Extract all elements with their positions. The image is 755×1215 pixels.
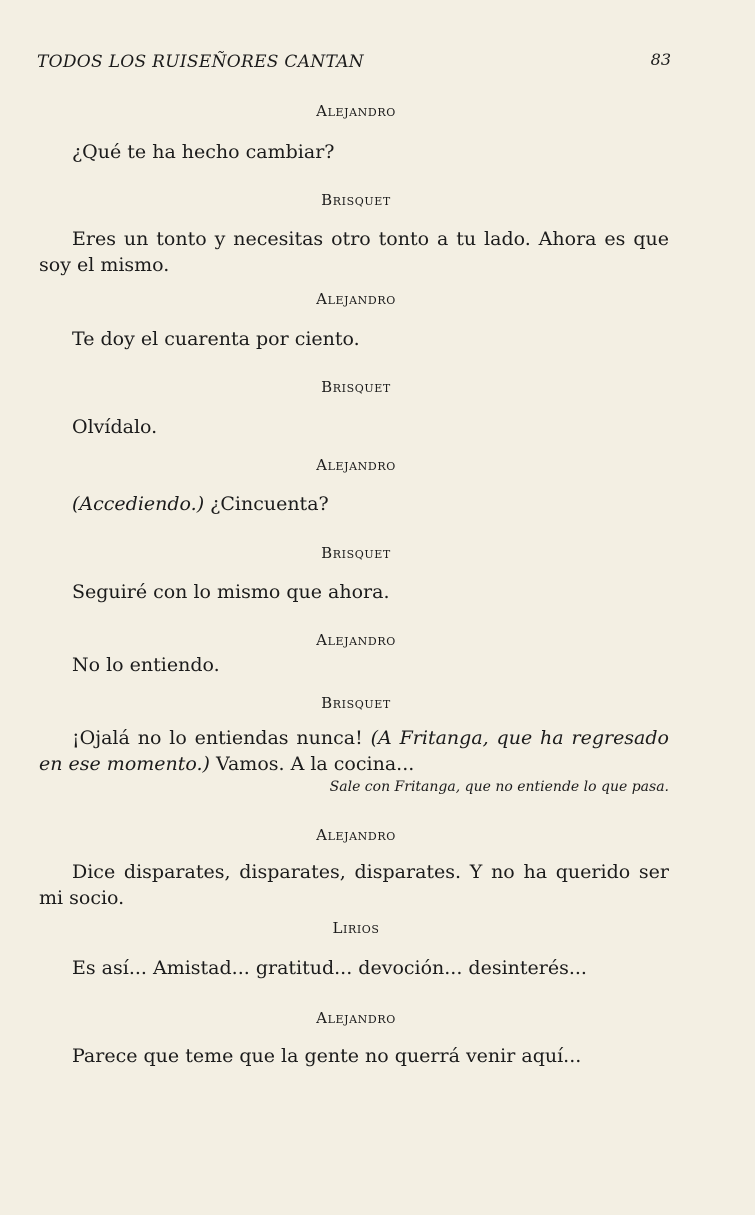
speaker-name: Alejandro <box>316 826 396 844</box>
speaker-name: Brisquet <box>321 378 391 396</box>
dialogue-text: ¡Ojalá no lo entiendas nunca! <box>72 727 363 749</box>
dialogue-line: ¿Qué te ha hecho cambiar? <box>72 141 335 163</box>
page-number: 83 <box>650 50 671 69</box>
dialogue-line: Dice disparates, disparates, disparates. Y no ha querido ser mi socio. <box>39 861 669 909</box>
dialogue-text: Vamos. A la cocina... <box>216 753 415 775</box>
dialogue-line: Parece que teme que la gente no querrá venir aquí... <box>72 1045 582 1067</box>
speaker-name: Alejandro <box>316 456 396 474</box>
speaker-name: Brisquet <box>321 544 391 562</box>
speaker-name: Lirios <box>332 919 380 937</box>
speaker-name: Alejandro <box>316 1009 396 1027</box>
speaker-name: Brisquet <box>321 694 391 712</box>
running-header-title: TODOS LOS RUISEÑORES CANTAN <box>37 52 364 72</box>
dialogue-line: Te doy el cuarenta por ciento. <box>72 328 360 350</box>
dialogue-line: Seguiré con lo mismo que ahora. <box>72 581 390 603</box>
speaker-name: Alejandro <box>316 290 396 308</box>
stage-direction: Sale con Fritanga, que no entiende lo que pasa. <box>329 779 669 795</box>
stage-direction-inline: (A Fritanga, que ha regresado en ese momento.) <box>39 727 669 775</box>
speaker-name: Alejandro <box>316 631 396 649</box>
dialogue-line <box>39 725 669 777</box>
stage-direction-inline: (Accediendo.) <box>72 493 205 515</box>
dialogue-text: ¿Cincuenta? <box>210 493 329 515</box>
dialogue-line: Es así... Amistad... gratitud... devoción... desinterés... <box>72 957 587 979</box>
dialogue-line <box>72 491 669 517</box>
speaker-name: Brisquet <box>321 191 391 209</box>
speaker-name: Alejandro <box>316 102 396 120</box>
dialogue-line: Eres un tonto y necesitas otro tonto a tu lado. Ahora es que soy el mismo. <box>39 228 669 276</box>
dialogue-line: Olvídalo. <box>72 416 158 438</box>
dialogue-line: No lo entiendo. <box>72 654 220 676</box>
